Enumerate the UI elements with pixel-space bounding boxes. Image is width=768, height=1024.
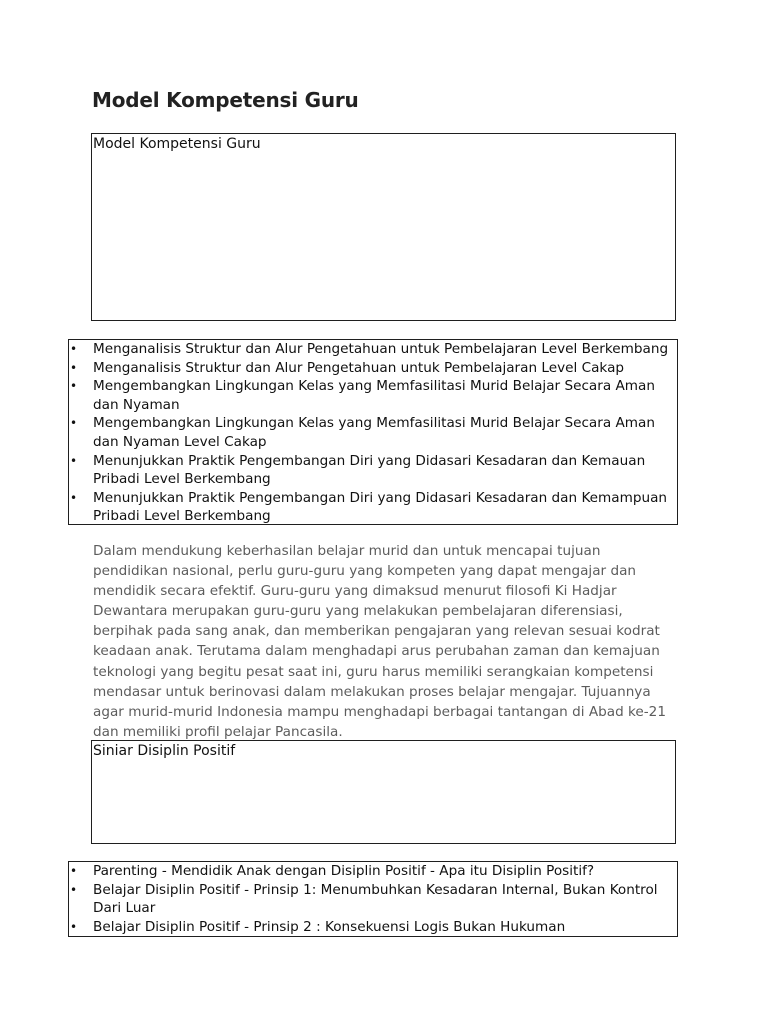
bullet-icon: • — [70, 342, 78, 356]
list-item[interactable]: • Menganalisis Struktur dan Alur Pengetahuan untuk Pembelajaran Level Berkembang — [70, 341, 669, 357]
bullet-icon: • — [70, 882, 78, 897]
bullet-icon: • — [70, 919, 78, 934]
podcast-embed-frame[interactable] — [91, 740, 676, 844]
bullet-icon: • — [70, 864, 78, 878]
bullet-icon: • — [70, 453, 78, 468]
embed-title: Siniar Disiplin Positif — [93, 743, 236, 759]
page-title: Model Kompetensi Guru — [92, 88, 359, 112]
list-item[interactable]: • Menunjukkan Praktik Pengembangan Diri yang Didasari Kesadaran dan Kemampuan Pribadi Level Berkembang — [70, 489, 668, 525]
video-embed-frame[interactable] — [91, 133, 676, 321]
list-item[interactable]: • Belajar Disiplin Positif - Prinsip 1: Menumbuhkan Kesadaran Internal, Bukan Kontrol Dari Luar — [70, 881, 658, 917]
list-item[interactable]: • Mengembangkan Lingkungan Kelas yang Memfasilitasi Murid Belajar Secara Aman dan Nyaman — [70, 378, 655, 413]
bullet-icon: • — [70, 360, 78, 375]
body-paragraph: Dalam mendukung keberhasilan belajar murid dan untuk mencapai tujuan pendidikan nasional, perlu guru-guru yang kompeten yang dapat mengajar dan mendidik secara efektif. Guru-guru yang dimaksud menurut filosofi Ki Hadjar Dewantara merupakan guru-guru yang melakukan pembelajaran diferensiasi, berpihak pada sang anak, dan memberikan pengajaran yang relevan sesuai kodrat keadaan anak. Terutama dalam menghadapi arus perubahan zaman dan kemajuan teknologi yang begitu pesat saat ini, guru harus memiliki serangkaian kompetensi mendasar untuk berinovasi dalam melakukan proses belajar mengajar. Tujuannya agar murid-murid Indonesia mampu menghadapi berbagai tantangan di Abad ke-21 dan memiliki profil pelajar Pancasila. — [93, 543, 666, 740]
bullet-icon: • — [70, 416, 78, 431]
embed-title: Model Kompetensi Guru — [93, 136, 261, 152]
module-link-list — [68, 339, 678, 525]
list-item[interactable]: • Menganalisis Struktur dan Alur Pengetahuan untuk Pembelajaran Level Cakap — [70, 359, 625, 376]
list-item[interactable]: • Parenting - Mendidik Anak dengan Disiplin Positif - Apa itu Disiplin Positif? — [70, 863, 595, 879]
list-item[interactable]: • Menunjukkan Praktik Pengembangan Diri yang Didasari Kesadaran dan Kemauan Pribadi Level Berkembang — [70, 452, 646, 488]
list-item[interactable]: • Belajar Disiplin Positif - Prinsip 2 : Konsekuensi Logis Bukan Hukuman — [70, 918, 566, 935]
bullet-icon: • — [70, 490, 78, 505]
bullet-icon: • — [70, 379, 78, 394]
podcast-link-list — [68, 861, 678, 937]
list-item[interactable]: • Mengembangkan Lingkungan Kelas yang Memfasilitasi Murid Belajar Secara Aman dan Nyaman Level Cakap — [70, 415, 655, 450]
